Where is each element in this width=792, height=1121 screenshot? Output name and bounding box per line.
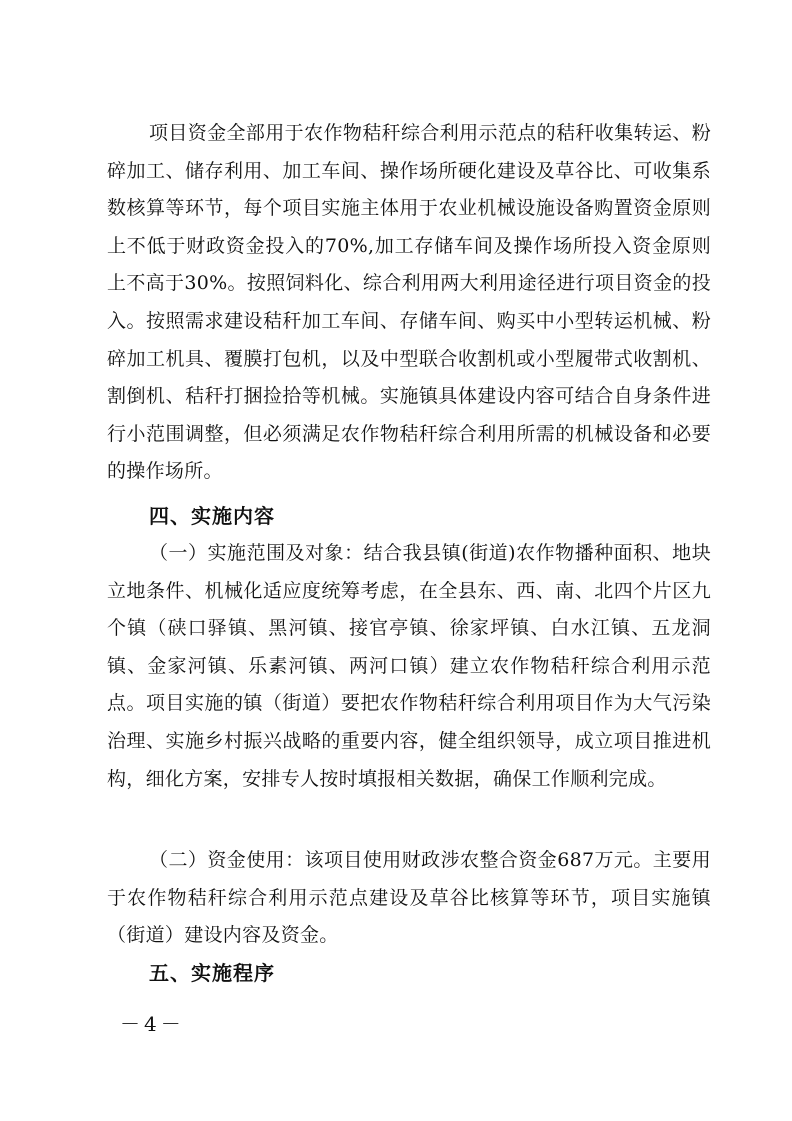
paragraph-scope-and-targets: （一）实施范围及对象：结合我县镇(街道)农作物播种面积、地块立地条件、机械化适应度统筹考虑，在全县东、西、南、北四个片区九个镇（硖口驿镇、黑河镇、接官亭镇、徐家坪镇、白水江镇、五龙洞镇、金家河镇、乐素河镇、两河口镇）建立农作物秸秆综合利用示范点。项目实施的镇（街道）要把农作物秸秆综合利用项目作为大气污染治理、实施乡村振兴战略的重要内容，健全组织领导，成立项目推进机构，细化方案，安排专人按时填报相关数据，确保工作顺利完成。 <box>107 542 711 790</box>
page-number: －4－ <box>120 1012 185 1036</box>
paragraph-funding-usage: 项目资金全部用于农作物秸秆综合利用示范点的秸秆收集转运、粉碎加工、储存利用、加工车间、操作场所硬化建设及草谷比、可收集系数核算等环节，每个项目实施主体用于农业机械设施设备购置资金原则上不低于财政资金投入的70%,加工存储车间及操作场所投入资金原则上不高于30%。按照饲料化、综合利用两大利用途径进行项目资金的投入。按照需求建设秸秆加工车间、存储车间、购买中小型转运机械、粉碎加工机具、覆膜打包机，以及中型联合收割机或小型履带式收割机、割倒机、秸秆打捆捡拾等机械。实施镇具体建设内容可结合自身条件进行小范围调整，但必须满足农作物秸秆综合利用所需的机械设备和必要的操作场所。 <box>107 122 711 483</box>
section-heading-implementation-content: 四、实施内容 <box>149 504 275 528</box>
paragraph-fund-use: （二）资金使用：该项目使用财政涉农整合资金687万元。主要用于农作物秸秆综合利用示范点建设及草谷比核算等环节，项目实施镇（街道）建设内容及资金。 <box>107 849 711 947</box>
section-heading-implementation-procedure: 五、实施程序 <box>149 961 275 985</box>
